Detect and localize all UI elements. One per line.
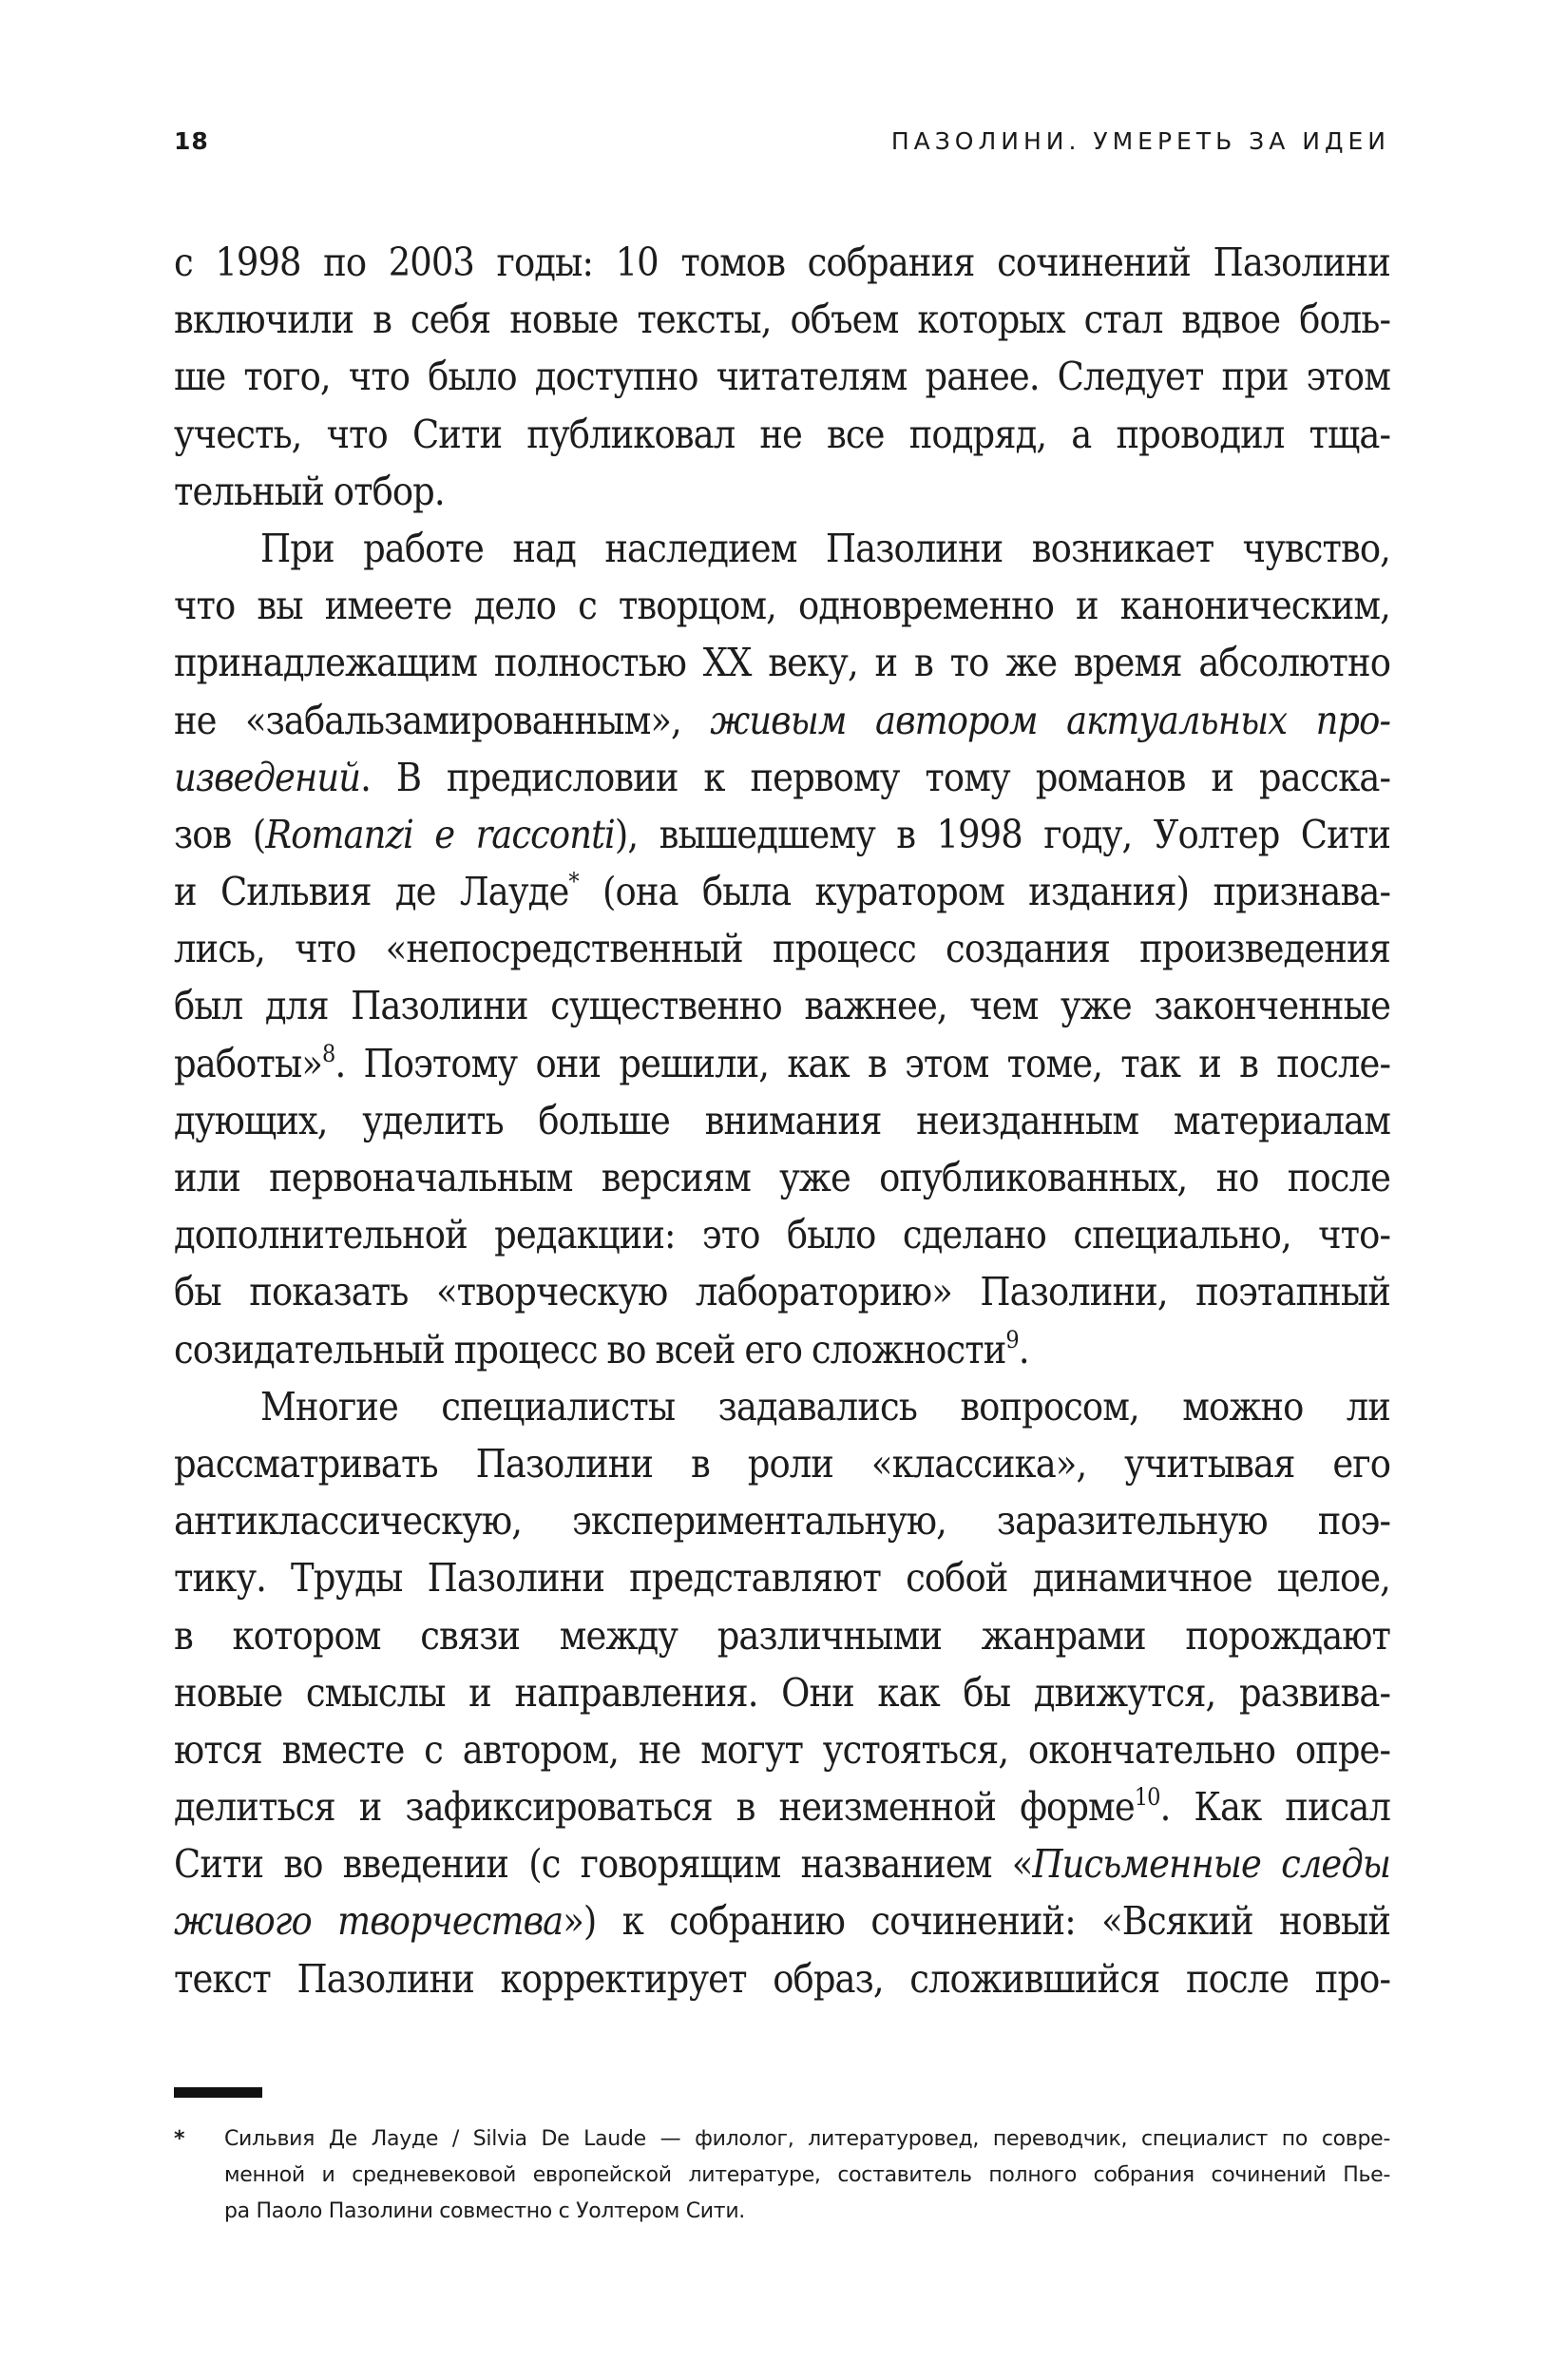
text-segment: . Поэтому они решили, как в этом томе, так и в после- — [334, 1040, 1390, 1086]
text-segment: . — [1018, 1326, 1029, 1372]
footnote-line: ра Паоло Пазолини совместно с Уолтером Сити. — [224, 2199, 746, 2223]
text-line: в котором связи между различными жанрами порождают — [174, 1612, 1390, 1659]
text-segment: работы» — [174, 1040, 323, 1086]
text-line — [174, 806, 1390, 863]
book-title: Romanzi e racconti — [265, 811, 615, 857]
text-line: или первоначальным версиям уже опубликованных, но после — [174, 1155, 1390, 1200]
text-line: текст Пазолини корректирует образ, сложившийся после про- — [174, 1955, 1390, 2002]
text-line: был для Пазолини существенно важнее, чем уже законченные — [174, 983, 1390, 1029]
text-line: ше того, что было доступно читателям ранее. Следует при этом — [174, 354, 1390, 400]
text-segment: ») к собранию сочинений: «Всякий новый — [563, 1898, 1391, 1945]
text-segment: . В предисловии к первому тому романов и расска- — [360, 754, 1390, 800]
text-line — [174, 692, 1390, 749]
text-line: лись, что «непосредственный процесс создания произведения — [174, 926, 1390, 972]
text-line — [174, 1892, 1390, 1949]
running-header — [174, 127, 1390, 165]
text-line — [174, 1321, 1390, 1378]
text-line: ются вместе с автором, не могут устояться, окончательно опре- — [174, 1726, 1390, 1773]
page-number: 18 — [174, 127, 209, 155]
text-line: бы показать «творческую лабораторию» Пазолини, поэтапный — [174, 1269, 1390, 1315]
text-segment: делиться и зафиксироваться в неизменной форме — [174, 1784, 1135, 1831]
text-line: тику. Труды Пазолини представляют собой динамичное целое, — [174, 1555, 1390, 1602]
footnote-line: менной и средневековой европейской литературе, составитель полного собрания сочинений Пье- — [224, 2163, 1390, 2187]
text-segment: созидательный процесс во всей его сложности — [174, 1326, 1006, 1372]
text-line — [174, 1778, 1390, 1835]
main-text — [174, 234, 1390, 2007]
italic-phrase: Письменные следы — [1032, 1841, 1390, 1888]
footnote-line: Сильвия Де Лауде / Silvia De Laude — филолог, литературовед, переводчик, специалист по совре- — [224, 2127, 1390, 2151]
text-line: учесть, что Сити публиковал не все подряд, а проводил тща- — [174, 411, 1390, 457]
endnote-ref: 9 — [1005, 1325, 1019, 1353]
italic-phrase: живым автором актуальных про- — [710, 697, 1390, 743]
text-segment: (она была куратором издания) признава- — [578, 869, 1390, 915]
paragraph-3 — [174, 1378, 1390, 2007]
endnote-ref: 8 — [322, 1039, 335, 1067]
text-line: рассматривать Пазолини в роли «классика», учитывая его — [174, 1440, 1390, 1487]
text-segment: ), вышедшему в 1998 году, Уолтер Сити — [614, 811, 1390, 857]
text-line: При работе над наследием Пазолини возникает чувство, — [260, 525, 1390, 571]
text-line — [174, 863, 1390, 920]
text-line: принадлежащим полностью XX веку, и в то же время абсолютно — [174, 640, 1390, 686]
footnote-marker: * — [174, 2127, 185, 2151]
text-line: дующих, уделить больше внимания неизданным материалам — [174, 1097, 1390, 1143]
text-segment: зов ( — [174, 811, 266, 857]
text-line: дополнительной редакции: это было сделано специально, что- — [174, 1212, 1390, 1258]
text-segment: . Как писал — [1159, 1784, 1390, 1831]
footnote — [174, 2121, 1390, 2230]
endnote-ref: 10 — [1134, 1783, 1160, 1812]
footnote-separator — [174, 2087, 262, 2098]
footnote-asterisk: * — [568, 868, 579, 896]
text-segment: не «забальзамированным», — [174, 697, 711, 743]
italic-phrase: изведений — [174, 754, 361, 800]
paragraph-2 — [174, 520, 1390, 1378]
text-line: Многие специалисты задавались вопросом, можно ли — [260, 1383, 1390, 1430]
text-line: что вы имеете дело с творцом, одновременно и каноническим, — [174, 583, 1390, 629]
text-line — [174, 1835, 1390, 1892]
text-line: новые смыслы и направления. Они как бы движутся, развива- — [174, 1669, 1390, 1716]
text-line: с 1998 по 2003 годы: 10 томов собрания сочинений Пазолини — [174, 240, 1390, 285]
text-line — [174, 1035, 1390, 1092]
text-line: антиклассическую, экспериментальную, заразительную поэ- — [174, 1498, 1390, 1545]
italic-phrase: живого творчества — [174, 1898, 564, 1945]
paragraph-1 — [174, 234, 1390, 520]
text-line — [174, 749, 1390, 806]
footnote-text — [224, 2121, 1390, 2230]
text-line: включили в себя новые тексты, объем которых стал вдвое боль- — [174, 297, 1390, 343]
running-title: ПАЗОЛИНИ. УМЕРЕТЬ ЗА ИДЕИ — [890, 127, 1390, 155]
text-segment: Сити во введении (с говорящим названием « — [174, 1841, 1033, 1888]
text-segment: и Сильвия де Лауде — [174, 869, 569, 915]
text-line: тельный отбор. — [174, 468, 445, 514]
